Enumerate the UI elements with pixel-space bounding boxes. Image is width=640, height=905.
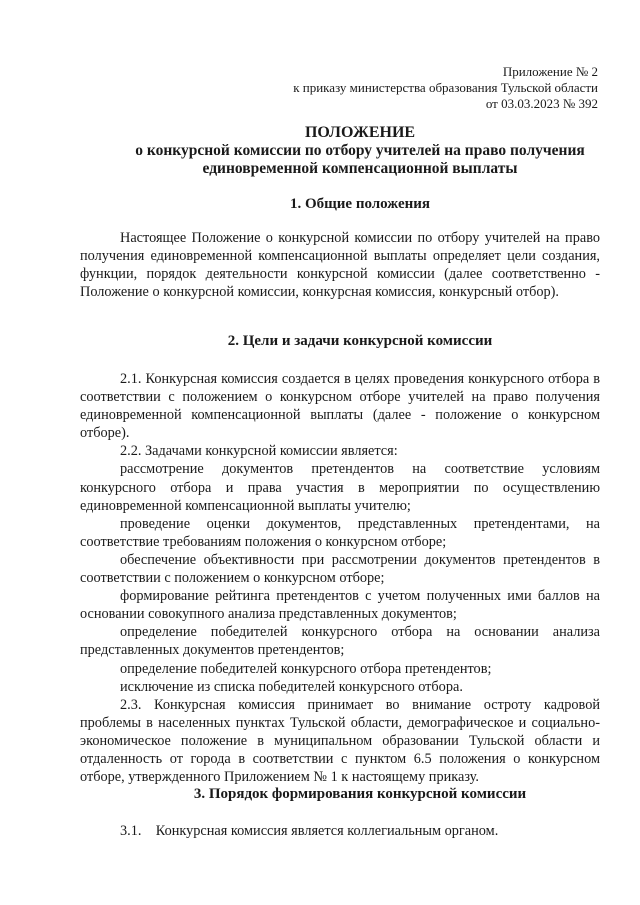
task-item: рассмотрение документов претендентов на соответствие условиям конкурсного отбора и права участия в мероприятии по осуществлению единовременной компенсационной выплаты учителю;	[80, 461, 600, 514]
section-3-body	[80, 822, 600, 840]
section-1-body	[80, 229, 600, 301]
section-2-body	[80, 370, 600, 786]
title-subline-2: единовременной компенсационной выплаты	[202, 160, 518, 177]
task-item: обеспечение объективности при рассмотрении документов претендентов в соответствии с положением о конкурсном отборе;	[80, 551, 600, 587]
task-item: формирование рейтинга претендентов с учетом полученных ими баллов на основании совокупного анализа представленных документов;	[80, 588, 600, 623]
document-title	[90, 124, 630, 178]
order-date: от 03.03.2023 № 392	[485, 96, 598, 111]
paragraph-3-1: 3.1. Конкурсная комиссия является коллегиальным органом.	[120, 823, 499, 839]
document-header	[293, 64, 598, 112]
order-reference: к приказу министерства образования Тульской области	[293, 80, 598, 95]
section-1-heading: 1. Общие положения	[289, 196, 431, 212]
task-item: проведение оценки документов, представленных претендентами, на соответствие требованиям положения о конкурсном отборе;	[80, 515, 600, 550]
section-2-heading: 2. Цели и задачи конкурсной комиссии	[227, 333, 493, 349]
title-main: ПОЛОЖЕНИЕ	[304, 124, 416, 141]
section-3-heading: 3. Порядок формирования конкурсной комиссии	[193, 786, 527, 802]
task-item: определение победителей конкурсного отбора претендентов;	[120, 660, 492, 677]
paragraph-2-1: 2.1. Конкурсная комиссия создается в целях проведения конкурсного отбора в соответствии с положением о конкурсном отборе учителей на право получения единовременной компенсационной выплаты (далее - положение о конкурсном отборе).	[80, 371, 600, 442]
task-item: исключение из списка победителей конкурсного отбора.	[120, 678, 463, 695]
appendix-number: Приложение № 2	[502, 64, 598, 79]
title-subline-1: о конкурсной комиссии по отбору учителей на право получения	[135, 142, 585, 159]
task-item: определение победителей конкурсного отбора на основании анализа представленных документов претендентов;	[80, 624, 600, 659]
paragraph-2-2: 2.2. Задачами конкурсной комиссии является:	[120, 443, 398, 460]
paragraph-2-3: 2.3. Конкурсная комиссия принимает во внимание остроту кадровой проблемы в населенных пунктах Тульской области, демографическое и социально-экономическое положение в муниципальном образовании Тульской области и отдаленность от города в соответствии с пунктом 6.5 положения о конкурсном отборе, утвержденного Приложением № 1 к настоящему приказу.	[80, 696, 600, 786]
section-1-paragraph: Настоящее Положение о конкурсной комиссии по отбору учителей на право получения единовременной компенсационной выплаты определяет цели создания, функции, порядок деятельности конкурсной комиссии (далее соответственно - Положение о конкурсной комиссии, конкурсная комиссия, конкурсный отбор).	[80, 230, 600, 301]
